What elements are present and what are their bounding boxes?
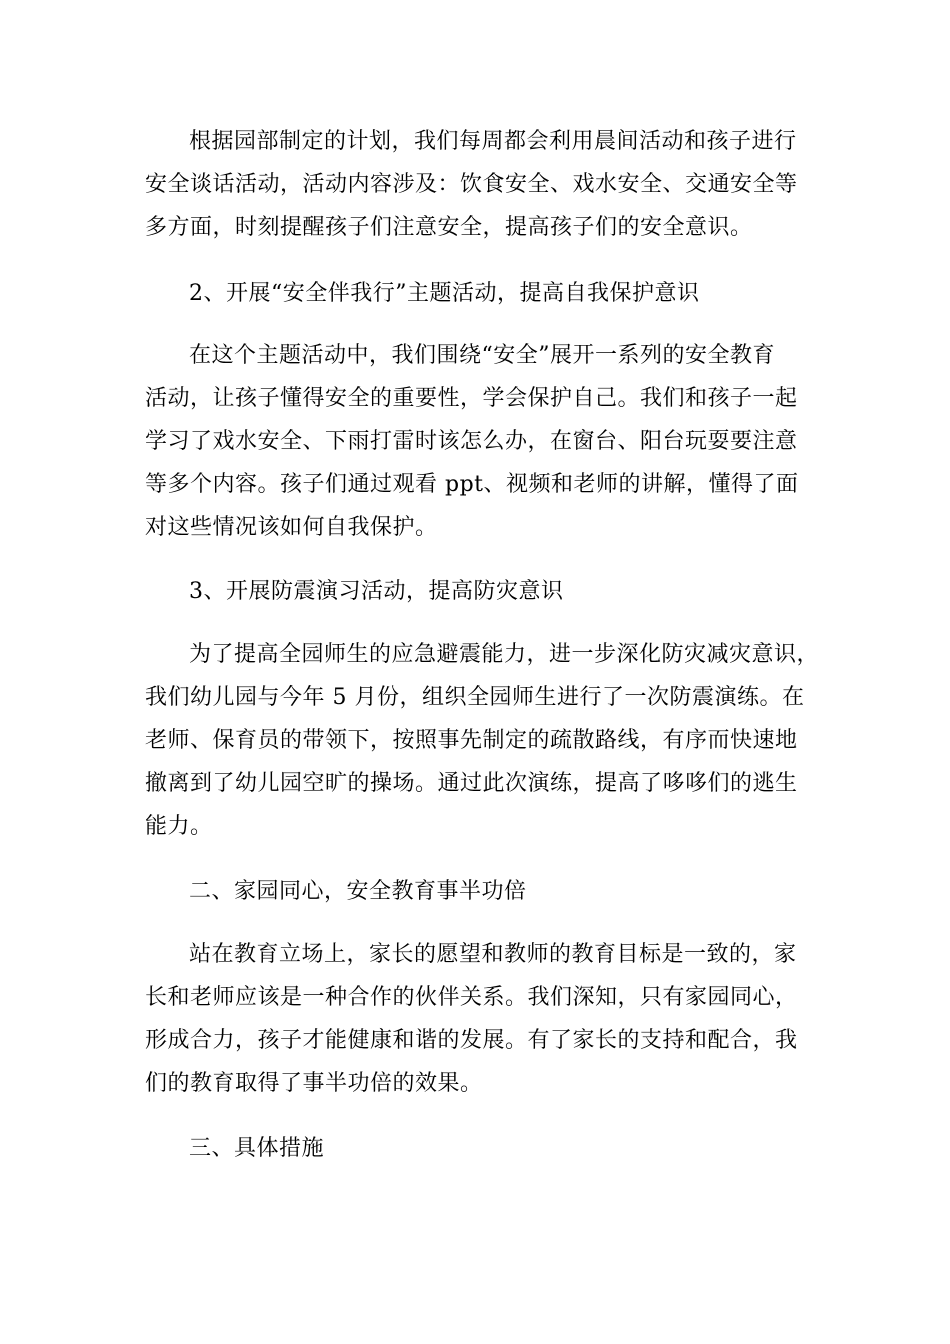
paragraph-line: 多方面，时刻提醒孩子们注意安全，提高孩子们的安全意识。: [145, 215, 753, 240]
paragraph-line: 撤离到了幼儿园空旷的操场。通过此次演练，提高了哆哆们的逃生: [145, 771, 798, 796]
paragraph-line: 安全谈话活动，活动内容涉及：饮食安全、戏水安全、交通安全等: [145, 172, 798, 197]
paragraph-line: 形成合力，孩子才能健康和谐的发展。有了家长的支持和配合，我: [145, 1028, 798, 1053]
paragraph-line: 为了提高全园师生的应急避震能力，进一步深化防灾减灾意识，: [189, 642, 820, 667]
paragraph-line: 活动，让孩子懂得安全的重要性，学会保护自己。我们和孩子一起: [145, 386, 798, 411]
paragraph-line: 等多个内容。孩子们通过观看 ppt、视频和老师的讲解，懂得了面: [145, 472, 799, 497]
paragraph-line: 在这个主题活动中，我们围绕“安全”展开一系列的安全教育: [189, 343, 775, 368]
paragraph-line: 站在教育立场上，家长的愿望和教师的教育目标是一致的，家: [189, 942, 797, 967]
section-heading: 2、开展“安全伴我行”主题活动，提高自我保护意识: [189, 281, 700, 306]
paragraph-line: 对这些情况该如何自我保护。: [145, 515, 438, 540]
section-heading: 3、开展防震演习活动，提高防灾意识: [189, 579, 564, 604]
section-heading: 二、家园同心，安全教育事半功倍: [189, 879, 527, 904]
paragraph-line: 学习了戏水安全、下雨打雷时该怎么办，在窗台、阳台玩耍要注意: [145, 429, 798, 454]
section-heading: 三、具体措施: [189, 1136, 325, 1161]
paragraph-line: 根据园部制定的计划，我们每周都会利用晨间活动和孩子进行: [189, 129, 797, 154]
paragraph-line: 长和老师应该是一种合作的伙伴关系。我们深知，只有家园同心，: [145, 985, 798, 1010]
paragraph-line: 能力。: [145, 814, 213, 839]
paragraph-line: 们的教育取得了事半功倍的效果。: [145, 1071, 483, 1096]
paragraph-line: 我们幼儿园与今年 5 月份，组织全园师生进行了一次防震演练。在: [145, 685, 805, 710]
paragraph-line: 老师、保育员的带领下，按照事先制定的疏散路线，有序而快速地: [145, 728, 798, 753]
